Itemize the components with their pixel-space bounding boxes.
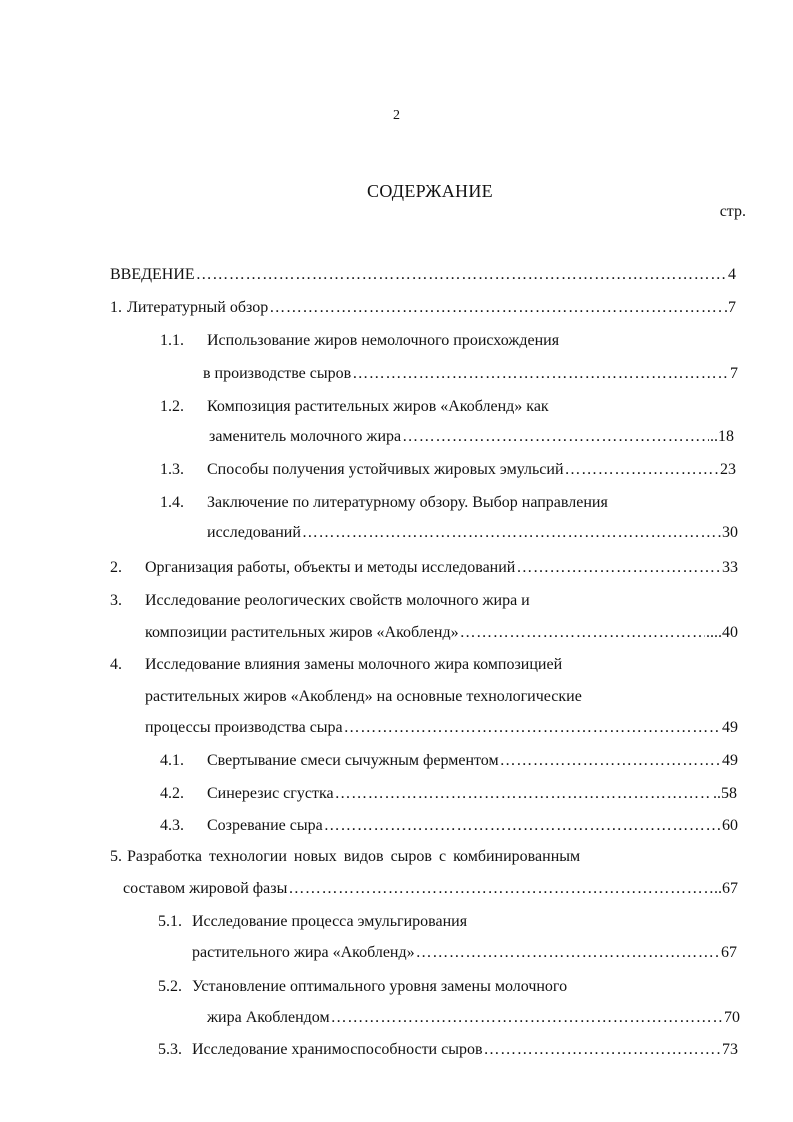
toc-entry-3[interactable] <box>145 624 738 646</box>
toc-entry-text: составом жировой фазы <box>123 880 288 897</box>
toc-entry-1-4-line1: Заключение по литературному обзору. Выбор направления <box>207 494 608 511</box>
toc-entry-5-1[interactable] <box>192 944 737 966</box>
toc-entry-1-3[interactable] <box>207 461 736 483</box>
dot-leader <box>288 880 713 898</box>
dot-leader <box>352 365 729 383</box>
toc-entry-page: ..18 <box>710 428 734 445</box>
toc-entry-page: ..58 <box>713 785 737 802</box>
toc-entry-1-1[interactable] <box>203 365 738 387</box>
dot-leader <box>460 624 705 642</box>
toc-entry-5-2-line1: Установление оптимального уровня замены молочного <box>192 978 568 995</box>
dot-leader <box>335 785 712 803</box>
toc-entry-5-3-number: 5.3. <box>158 1041 182 1058</box>
toc-entry-5[interactable] <box>123 880 738 902</box>
toc-entry-page: 30 <box>722 524 738 541</box>
toc-entry-4-2-number: 4.2. <box>160 785 184 802</box>
toc-entry-text: жира Акоблендом <box>207 1009 330 1026</box>
toc-entry-text: Свертывание смеси сычужным ферментом <box>207 752 499 769</box>
dot-leader <box>516 559 721 577</box>
toc-entry-1-1-line1: Использование жиров немолочного происхождения <box>207 332 560 349</box>
toc-entry-1[interactable] <box>110 299 736 321</box>
toc-entry-page: 60 <box>722 817 738 834</box>
toc-entry-text: в производстве сыров <box>203 365 352 382</box>
toc-entry-4-1-number: 4.1. <box>160 752 184 769</box>
toc-entry-5-line1: Разработка технологии новых видов сыров с комбинированным <box>127 848 581 865</box>
toc-entry-1-3-number: 1.3. <box>160 461 184 478</box>
toc-entry-2-number: 2. <box>110 559 122 576</box>
toc-entry-5-1-number: 5.1. <box>158 913 182 930</box>
toc-entry-5-2[interactable] <box>207 1009 740 1031</box>
toc-entry-4-number: 4. <box>110 656 122 673</box>
page-number: 2 <box>393 108 400 123</box>
toc-entry-1-2-number: 1.2. <box>160 398 184 415</box>
toc-title: СОДЕРЖАНИЕ <box>367 181 493 201</box>
toc-entry-text: заменитель молочного жира <box>209 428 402 445</box>
dot-leader <box>402 428 709 446</box>
dot-leader <box>344 719 721 737</box>
toc-entry-4[interactable] <box>145 719 738 741</box>
dot-leader <box>331 1009 723 1027</box>
toc-entry-text: ВВЕДЕНИЕ <box>110 266 195 283</box>
toc-entry-text: Исследование хранимоспособности сыров <box>192 1041 483 1058</box>
toc-entry-introduction[interactable] <box>110 266 736 288</box>
toc-entry-4-line2: растительных жиров «Акобленд» на основные технологические <box>145 688 582 705</box>
toc-entry-1-2[interactable] <box>209 428 734 450</box>
toc-entry-4-line1: Исследование влияния замены молочного жира композицией <box>145 656 563 673</box>
toc-entry-5-number: 5. <box>110 848 122 865</box>
toc-entry-text: Синерезис сгустка <box>207 785 334 802</box>
toc-entry-page: 70 <box>724 1009 740 1026</box>
toc-entry-page: 49 <box>722 719 738 736</box>
toc-entry-5-1-line1: Исследование процесса эмульгирования <box>192 913 468 930</box>
toc-entry-page: 4 <box>728 266 736 283</box>
toc-entry-1-1-number: 1.1. <box>160 332 184 349</box>
toc-entry-page: 73 <box>722 1041 738 1058</box>
dot-leader <box>269 299 723 317</box>
toc-entry-page: ..67 <box>714 880 738 897</box>
toc-entry-1-4[interactable] <box>207 524 738 546</box>
toc-entry-text: исследований <box>207 524 301 541</box>
toc-entry-5-3[interactable] <box>192 1041 738 1063</box>
dot-leader <box>302 524 721 542</box>
dot-leader <box>324 817 721 835</box>
toc-entry-4-2[interactable] <box>207 785 737 807</box>
toc-entry-page: ....40 <box>706 624 738 641</box>
toc-entry-2[interactable] <box>145 559 738 581</box>
toc-entry-text: растительного жира «Акобленд» <box>192 944 415 961</box>
toc-entry-text: Организация работы, объекты и методы исследований <box>145 559 516 576</box>
toc-entry-3-number: 3. <box>110 592 122 609</box>
toc-entry-3-line1: Исследование реологических свойств молочного жира и <box>145 592 530 609</box>
toc-entry-text: Литературный обзор <box>127 299 269 316</box>
dot-leader <box>484 1041 721 1059</box>
dot-leader <box>565 461 719 479</box>
toc-entry-1-4-number: 1.4. <box>160 494 184 511</box>
toc-entry-page: 67 <box>721 944 737 961</box>
toc-entry-text: композиции растительных жиров «Акобленд» <box>145 624 459 641</box>
dot-leader <box>196 266 727 284</box>
toc-entry-page: .7 <box>724 299 736 316</box>
page-column-label: стр. <box>719 203 746 220</box>
toc-entry-text: Созревание сыра <box>207 817 323 834</box>
toc-entry-page: 49 <box>722 752 738 769</box>
toc-entry-4-3-number: 4.3. <box>160 817 184 834</box>
dot-leader <box>500 752 721 770</box>
toc-entry-5-2-number: 5.2. <box>158 978 182 995</box>
toc-entry-page: 7 <box>730 365 738 382</box>
toc-entry-4-1[interactable] <box>207 752 738 774</box>
toc-entry-text: Способы получения устойчивых жировых эмульсий <box>207 461 564 478</box>
toc-entry-page: 33 <box>722 559 738 576</box>
dot-leader <box>416 944 720 962</box>
toc-entry-text: процессы производства сыра <box>145 719 343 736</box>
toc-entry-1-2-line1: Композиция растительных жиров «Акобленд» как <box>207 398 549 415</box>
toc-entry-number: 1. <box>110 299 122 316</box>
toc-entry-4-3[interactable] <box>207 817 738 839</box>
toc-entry-page: 23 <box>720 461 736 478</box>
